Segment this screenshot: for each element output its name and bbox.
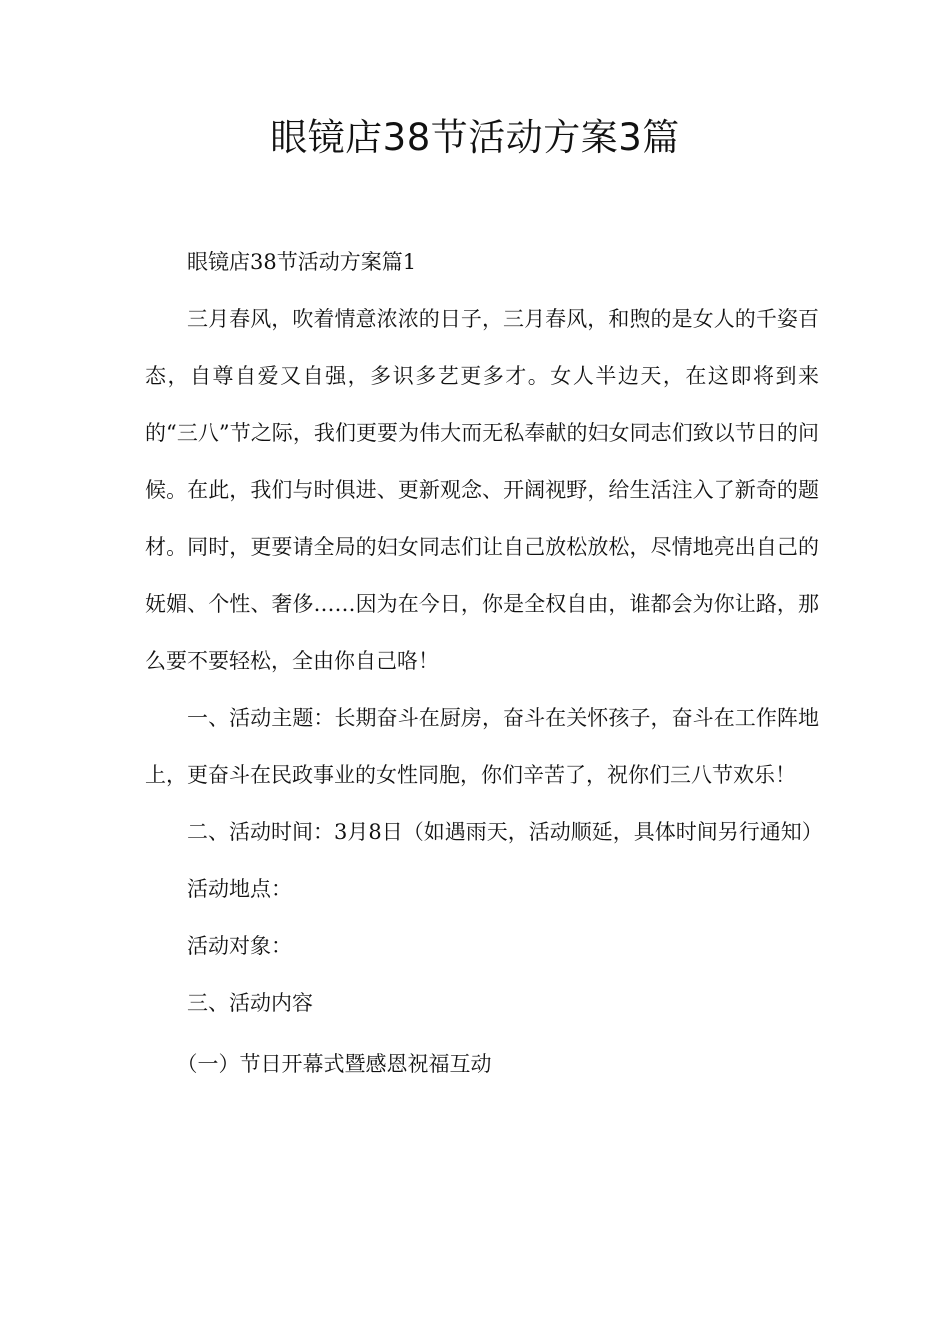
document-body [145,234,823,1093]
activity-content-heading: 三、活动内容 [187,991,313,1015]
activity-audience-line: 活动对象： [187,934,292,958]
intro-paragraph: 三月春风，吹着情意浓浓的日子，三月春风，和煦的是女人的千姿百态，自尊自爱又自强，多识多艺更多才。女人半边天，在这即将到来的“三八”节之际，我们更要为伟大而无私奉献的妇女同志们致以节日的问候。在此，我们与时俱进、更新观念、开阔视野，给生活注入了新奇的题材。同时，更要请全局的妇女同志们让自己放松放松，尽情地亮出自己的妩媚、个性、奢侈……因为在今日，你是全权自由，谁都会为你让路，那么要不要轻松，全由你自己咯！ [145,307,819,673]
activity-time-paragraph: 二、活动时间：3月8日（如遇雨天，活动顺延，具体时间另行通知） [187,820,823,844]
activity-location-line: 活动地点： [187,877,292,901]
section-heading: 眼镜店38节活动方案篇1 [187,250,417,274]
activity-content-item: （一）节日开幕式暨感恩祝福互动 [176,1052,492,1076]
activity-theme-paragraph: 一、活动主题：长期奋斗在厨房，奋斗在关怀孩子，奋斗在工作阵地上，更奋斗在民政事业的女性同胞，你们辛苦了，祝你们三八节欢乐！ [145,706,819,787]
document-title: 眼镜店38节活动方案3篇 [270,116,680,159]
